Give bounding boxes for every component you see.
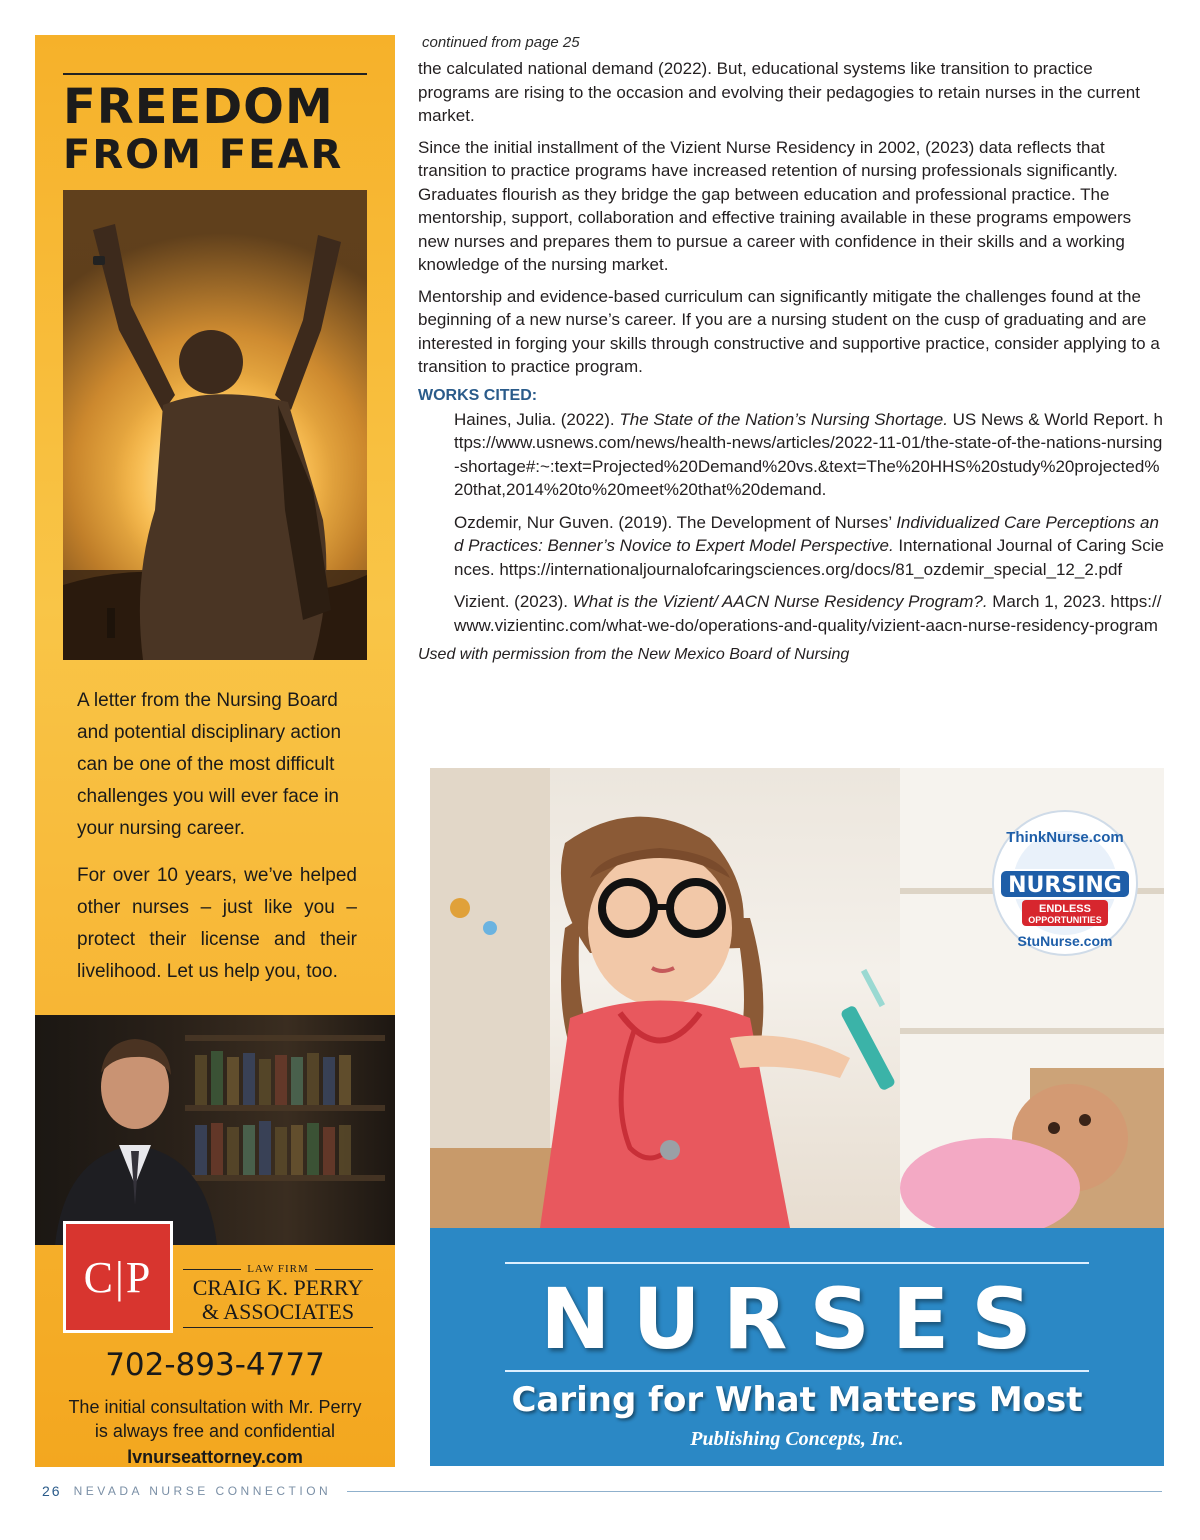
footer-rule — [347, 1491, 1162, 1492]
firm-phone: 702-893-4777 — [105, 1347, 325, 1383]
consultation-note — [35, 1395, 395, 1443]
firm-name-block — [183, 1263, 373, 1328]
firm-website-link[interactable]: lvnurseattorney.com — [127, 1447, 303, 1467]
ad-paragraph-1: A letter from the Nursing Board and potential disciplinary action can be one of the most difficult challenges you will ever face in your nursing career. — [77, 690, 342, 839]
citation-1-author: Haines, Julia. (2022). — [454, 409, 620, 429]
publisher-name: Publishing Concepts, Inc. — [690, 1428, 904, 1450]
works-cited-heading: WORKS CITED: — [418, 386, 538, 404]
badge-top-text: ThinkNurse.com — [1006, 829, 1124, 846]
girl-doctor-photo — [430, 768, 1164, 1228]
headline-line2: FROM FEAR — [63, 132, 344, 178]
badge-main-text: NURSING — [1008, 873, 1122, 898]
firm-name-rule — [183, 1327, 373, 1328]
consult-line1: The initial consultation with Mr. Perry — [68, 1397, 362, 1417]
citation-2-title: Individualized Care Perceptions and Practices: Benner’s Novice to Expert Model Perspective. — [454, 512, 1159, 555]
attorney-portrait-photo — [35, 1015, 395, 1245]
banner-mid-rule — [505, 1370, 1089, 1372]
firm-logo-mark: C|P — [63, 1221, 173, 1333]
citation-2 — [454, 511, 1166, 582]
badge-bottom-text: StuNurse.com — [1017, 933, 1113, 949]
page-footer — [42, 1481, 1162, 1501]
publication-name: NEVADA NURSE CONNECTION — [73, 1484, 332, 1498]
citation-3-author: Vizient. (2023). — [454, 592, 573, 611]
law-firm-label: LAW FIRM — [183, 1263, 373, 1275]
nurses-banner — [430, 1228, 1164, 1466]
citation-3 — [454, 590, 1166, 637]
law-firm-ad — [35, 35, 395, 1467]
consult-line2: is always free and confidential — [94, 1421, 336, 1441]
page-number: 26 — [42, 1483, 62, 1499]
headline-line1: FREEDOM — [63, 79, 334, 135]
badge-sub2-text: OPPORTUNITIES — [1028, 915, 1102, 925]
firm-name-line1: CRAIG K. PERRY — [192, 1275, 364, 1300]
article-paragraph-3: Mentorship and evidence-based curriculum can significantly mitigate the challenges found at the beginning of a new nurse’s career. If you are a nursing student on the cusp of graduating and are interested in forging your skills through constructive and supportive practice, consider applying to a transition to practice program. — [418, 286, 1160, 376]
continued-note: continued from page 25 — [422, 34, 580, 51]
nurses-ad — [430, 768, 1164, 1466]
thinknurse-logo-badge — [990, 808, 1140, 958]
citation-1-title: The State of the Nation’s Nursing Shortage. — [619, 409, 948, 429]
citation-1 — [454, 408, 1166, 502]
nurses-tagline: Caring for What Matters Most — [511, 1380, 1083, 1420]
ad-headline — [63, 79, 373, 178]
citation-3-title: What is the Vizient/ AACN Nurse Residency Program?. — [572, 592, 988, 611]
attorney-illustration — [35, 1015, 395, 1245]
celebrating-woman-photo — [63, 190, 367, 660]
citation-2-author: Ozdemir, Nur Guven. (2019). The Development of Nurses’ — [454, 512, 897, 532]
headline-top-rule — [63, 73, 367, 75]
article-paragraph-1: the calculated national demand (2022). But, educational systems like transition to practice programs are rising to the occasion and evolving their pedagogies to retain nurses in the current market. — [418, 59, 1140, 125]
badge-sub1-text: ENDLESS — [1039, 903, 1091, 915]
banner-top-rule — [505, 1262, 1089, 1264]
citation-1-source[interactable]: US News & World Report. https://www.usnews.com/news/health-news/articles/2022-11-01/the-state-of-the-nations-nursing-shortage#:~:text=Projected%20Demand%20vs.&text=The%20HHS%20study%20projected%20that,2014%20to%20meet%20that%20demand. — [454, 409, 1164, 499]
ad-paragraph-2: For over 10 years, we’ve helped other nurses – just like you – protect their license and their livelihood. Let us help you, too. — [77, 865, 357, 982]
permission-note: Used with permission from the New Mexico Board of Nursing — [418, 646, 850, 663]
article-paragraph-2: Since the initial installment of the Vizient Nurse Residency in 2002, (2023) data reflects that transition to practice programs have increased retention of nursing professionals significantly. Graduates flourish as they bridge the gap between education and professional practice. The mentorship, support, collaboration and effective training available in these programs empowers new nurses and prepares them to pursue a career with confidence in their skills and a working knowledge of the nursing market. — [418, 137, 1132, 274]
citation-3-source[interactable]: March 1, 2023. https://www.vizientinc.com/what-we-do/operations-and-quality/vizient-aacn-nurse-residency-program — [454, 592, 1162, 635]
silhouette-illustration — [63, 190, 367, 660]
firm-name-line2: & ASSOCIATES — [201, 1299, 355, 1324]
article-column — [418, 34, 1166, 664]
nursing-badge-icon — [990, 808, 1140, 958]
nurses-title: NURSES — [540, 1270, 1054, 1368]
citation-2-source[interactable]: International Journal of Caring Sciences. https://internationaljournalofcaringsciences.org/docs/81_ozdemir_special_12_2.pdf — [454, 536, 1164, 579]
